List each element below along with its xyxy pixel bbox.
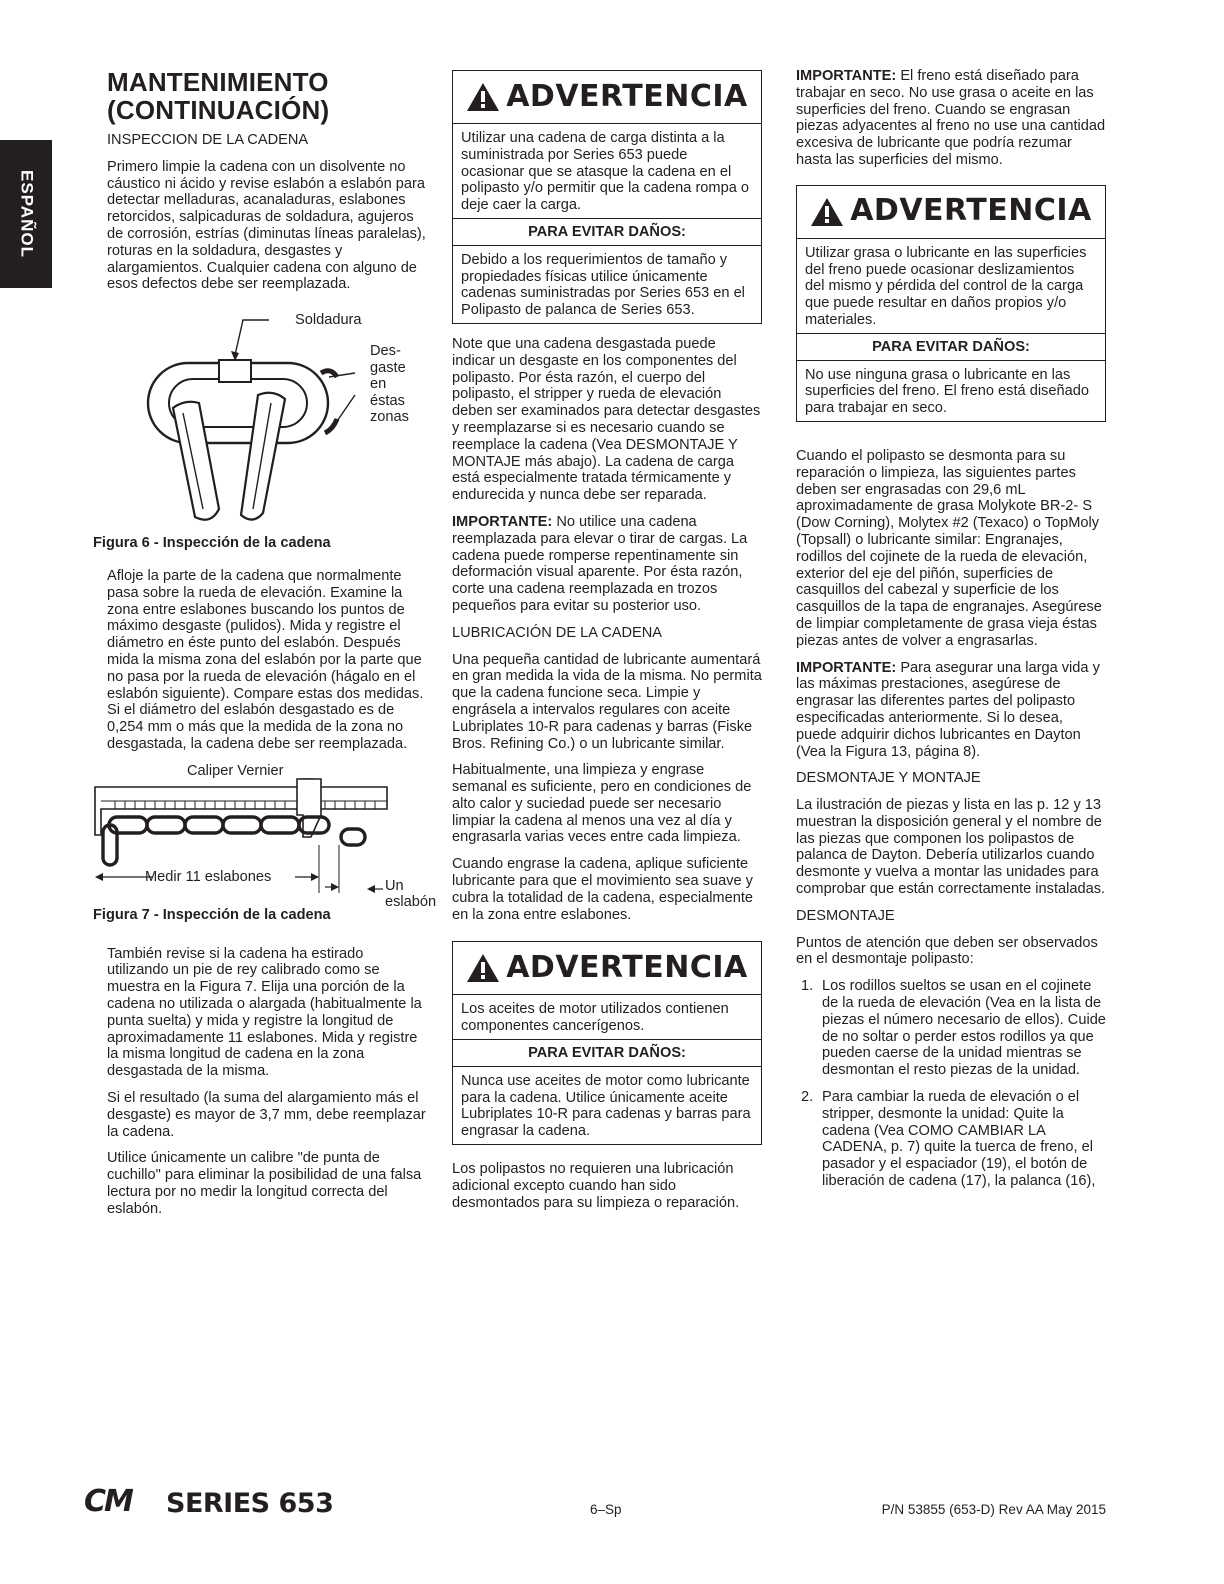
important-label: IMPORTANTE: <box>796 68 897 84</box>
important-text: Para asegurar una larga vida y las máximas prestaciones, asegúrese de engrasar las diferentes partes del polipasto especificadas anteriormente. Si lo desea, puede adquirir dichos lubricantes en Dayton (Vea la Figura 13, página 8). <box>796 659 1100 760</box>
list-item <box>796 978 1106 1079</box>
wear-zone-label-line: éstas <box>370 392 405 409</box>
list-item <box>796 1089 1106 1190</box>
list-item-number: 2. <box>801 1089 814 1106</box>
figure-6 <box>93 303 427 535</box>
one-link-label-line: Un <box>385 877 404 894</box>
warning-body: Utilizar grasa o lubricante en las superficies del freno puede ocasionar deslizamientos del mismo y pérdida del control de la carga que puede resultar en daños propios y/o materiales. <box>805 244 1087 328</box>
one-link-label <box>385 878 436 911</box>
wear-zone-label-line: zonas <box>370 409 409 426</box>
language-tab <box>0 140 52 288</box>
paragraph: Si el resultado (la suma del alargamiento más el desgaste) es mayor de 3,7 mm, debe reemplazar la cadena. <box>107 1089 426 1140</box>
chain-inspection-heading: INSPECCION DE LA CADENA <box>107 132 309 148</box>
paragraph: Primero limpie la cadena con un disolvente no cáustico ni ácido y revise eslabón a eslabón para detectar melladuras, acanaladuras, eslabones retorcidos, salpicaduras de soldadura, agujeros de corrosión, estrías (diminutas líneas paralelas), roturas en la soldadura, desgastes y alargamientos. Cualquier cadena con alguno de esos defectos debe ser reemplazada. <box>107 158 426 293</box>
warning-title: ADVERTENCIA <box>506 950 748 986</box>
warning-header <box>453 942 761 995</box>
wear-zone-label <box>370 343 409 426</box>
column-1 <box>93 67 437 1227</box>
warning-header <box>453 71 761 124</box>
warning-box <box>796 185 1106 422</box>
disassembly-assembly-heading: DESMONTAJE Y MONTAJE <box>796 770 981 787</box>
paragraph: Habitualmente, una limpieza y engrase semanal es suficiente, pero en condiciones de alto calor y suciedad puede ser necesario limpiar la cadena al menos una vez al día y engrasarla varias veces entre cada limpieza. <box>452 762 752 846</box>
page-title <box>107 68 427 124</box>
important-label: IMPORTANTE: <box>796 659 897 676</box>
paragraph: También revise si la cadena ha estirado utilizando un pie de rey calibrado como se muestra en la Figura 7. Elija una porción de la cadena no utilizada o alargada (habitualmente la punta suelta) y mida y registre la longitud de aproximadamente 11 eslabones. Mida y registre la misma longitud de cadena en la zona desgastada de la misma. <box>107 945 422 1080</box>
cm-logo: CM <box>84 1484 132 1519</box>
caliper-label: Caliper Vernier <box>187 762 284 779</box>
important-text: El freno está diseñado para trabajar en seco. No use grasa o aceite en las superficies del freno. Cuando se engrasan piezas adyacentes al freno no use una cantidad excesiva de lubricante que podría rezumar hasta las superficies del mismo. <box>796 68 1106 168</box>
warning-title: ADVERTENCIA <box>850 193 1092 229</box>
warning-box <box>452 941 762 1145</box>
paragraph: Cuando engrase la cadena, aplique suficiente lubricante para que el movimiento sea suave y cubra la totalidad de la cadena, especialmente en la zona entre eslabones. <box>452 856 753 923</box>
disassembly-heading: DESMONTAJE <box>796 907 895 924</box>
language-tab-label: ESPAÑOL <box>17 170 37 258</box>
warning-triangle-icon <box>466 82 500 112</box>
figure-6-caption: Figura 6 - Inspección de la cadena <box>93 535 331 552</box>
paragraph: Los polipastos no requieren una lubricación adicional excepto cuando han sido desmontados para su limpieza o reparación. <box>452 1161 740 1211</box>
paragraph: Utilice únicamente un calibre "de punta de cuchillo" para eliminar la posibilidad de una falsa lectura por no medir la longitud correcta del eslabón. <box>107 1150 422 1217</box>
page-title-line-2: (CONTINUACIÓN) <box>107 95 330 125</box>
column-2 <box>452 70 762 1221</box>
paragraph: Note que una cadena desgastada puede indicar un desgaste en los componentes del polipasto. Por ésta razón, el cuerpo del polipasto, el stripper y rueda de elevación deben ser examinados para detectar desgastes y reemplazarse si es necesario cuando se reemplace la cadena (Vea DESMONTAJE Y MONTAJE más abajo). La cadena de carga está especialmente tratada térmicamente y endurecida y nunca debe ser reparada. <box>452 335 761 504</box>
figure-7 <box>93 762 437 915</box>
paragraph <box>796 68 1106 169</box>
wear-zone-label-line: gaste <box>370 359 406 376</box>
warning-body-2: Debido a los requerimientos de tamaño y propiedades físicas utilice únicamente cadenas suministradas por Series 653 en el Polipasto de palanca de Series 653. <box>461 251 745 319</box>
warning-subheading: PARA EVITAR DAÑOS: <box>453 1039 761 1067</box>
list-item-text: Para cambiar la rueda de elevación o el stripper, desmonte la unidad: Quite la cadena (Vea COMO CAMBIAR LA CADENA, p. 7) quite la tuerca de freno, el pasador y el espaciador (19), el botón de liberación de cadena (17), la palanca (16), <box>822 1089 1096 1190</box>
paragraph: La ilustración de piezas y lista en las p. 12 y 13 muestran la disposición general y el nombre de las piezas que componen los polipastos de palanca de Dayton. Debería utilizarlos cuando desmonte y vuelva a montar las unidades para comprobar que están correctamente instaladas. <box>796 797 1106 898</box>
paragraph: Una pequeña cantidad de lubricante aumentará en gran medida la vida de la misma. No permita que la cadena funcione seca. Limpie y engrásela a intervalos regulares con aceite Lubriplates 10-R para cadenas y barras (Fiske Bros. Refining Co.) o un lubricante similar. <box>452 651 762 752</box>
warning-body-2: No use ninguna grasa o lubricante en las superficies del freno. El freno está diseñado para trabajar en seco. <box>805 366 1089 417</box>
warning-body-2: Nunca use aceites de motor como lubricante para la cadena. Utilice únicamente aceite Lubriplates 10-R para cadenas y barras para engrasar la cadena. <box>461 1072 751 1140</box>
disassembly-steps-list <box>796 978 1106 1190</box>
warning-header <box>797 186 1105 239</box>
paragraph <box>796 660 1106 761</box>
column-3 <box>796 68 1106 1200</box>
weld-label: Soldadura <box>295 312 362 329</box>
paragraph: Cuando el polipasto se desmonta para su reparación o limpieza, las siguientes partes deben ser engrasadas con 29,6 mL aproximadamente de grasa Molykote BR-2- S (Dow Corning), Molytex #2 (Texaco) o TopMoly (Topsall) o lubricante similar: Engranajes, rodillos del cojinete de la rueda de elevación, exterior del eje del piñón, superficies de casquillos del cabezal y superficie de los casquillos de la tapa de engranajes. Asegúrese de limpiar completamente de grasa vieja éstas piezas antes de volver a engrasarlas. <box>796 447 1102 649</box>
part-number: P/N 53855 (653-D) Rev AA May 2015 <box>881 1502 1106 1517</box>
warning-triangle-icon <box>466 953 500 983</box>
page-footer <box>84 1484 1106 1526</box>
warning-subheading: PARA EVITAR DAÑOS: <box>797 333 1105 361</box>
measure-label: Medir 11 eslabones <box>145 868 272 885</box>
wear-zone-label-line: en <box>370 376 387 393</box>
list-item-text: Los rodillos sueltos se usan en el cojinete de la rueda de elevación (Vea en la lista de piezas el número necesario de ellos). Cuide de no soltar o perder estos rodillos ya que pueden caerse de la unidad mientras se desmontan el resto piezas de la unidad. <box>822 978 1106 1079</box>
figure-7-caption: Figura 7 - Inspección de la cadena <box>93 906 331 923</box>
one-link-label-line: eslabón <box>385 894 437 911</box>
chain-lubrication-heading: LUBRICACIÓN DE LA CADENA <box>452 624 663 641</box>
warning-title: ADVERTENCIA <box>506 78 748 114</box>
paragraph: Afloje la parte de la cadena que normalmente pasa sobre la rueda de elevación. Examine la zona entre eslabones buscando los puntos de máximo desgaste (pulidos). Mida y registre el diámetro en éste punto del eslabón. Después mida la misma zona del eslabón por la parte que no pasa por la rueda de elevación (hágalo en el eslabón siguiente). Compare estas dos medidas. Si el diámetro del eslabón desgastado es de 0,254 mm o más que la medida de la zona no desgastada, la cadena debe ser reemplazada. <box>107 567 424 752</box>
paragraph <box>452 514 762 615</box>
warning-triangle-icon <box>810 197 844 227</box>
warning-box <box>452 70 762 324</box>
warning-body: Utilizar una cadena de carga distinta a la suministrada por Series 653 puede ocasionar que se atasque la cadena en el polipasto y/o permitir que la cadena rompa o deje caer la carga. <box>461 130 749 214</box>
warning-subheading: PARA EVITAR DAÑOS: <box>453 218 761 246</box>
important-label: IMPORTANTE: <box>452 513 553 530</box>
series-name: SERIES 653 <box>166 1488 334 1519</box>
important-text: No utilice una cadena reemplazada para elevar o tirar de cargas. La cadena puede romperse repentinamente sin deformación visual aparente. Por ésta razón, corte una cadena reemplazada en trozos pequeños para evitar su posterior uso. <box>452 513 748 614</box>
page-title-line-1: MANTENIMIENTO <box>107 67 329 97</box>
page-number: 6–Sp <box>590 1502 622 1517</box>
wear-zone-label-line: Des- <box>370 343 401 360</box>
warning-body: Los aceites de motor utilizados contienen componentes cancerígenos. <box>461 1001 729 1035</box>
list-item-number: 1. <box>801 978 814 995</box>
paragraph: Puntos de atención que deben ser observados en el desmontaje polipasto: <box>796 934 1098 968</box>
